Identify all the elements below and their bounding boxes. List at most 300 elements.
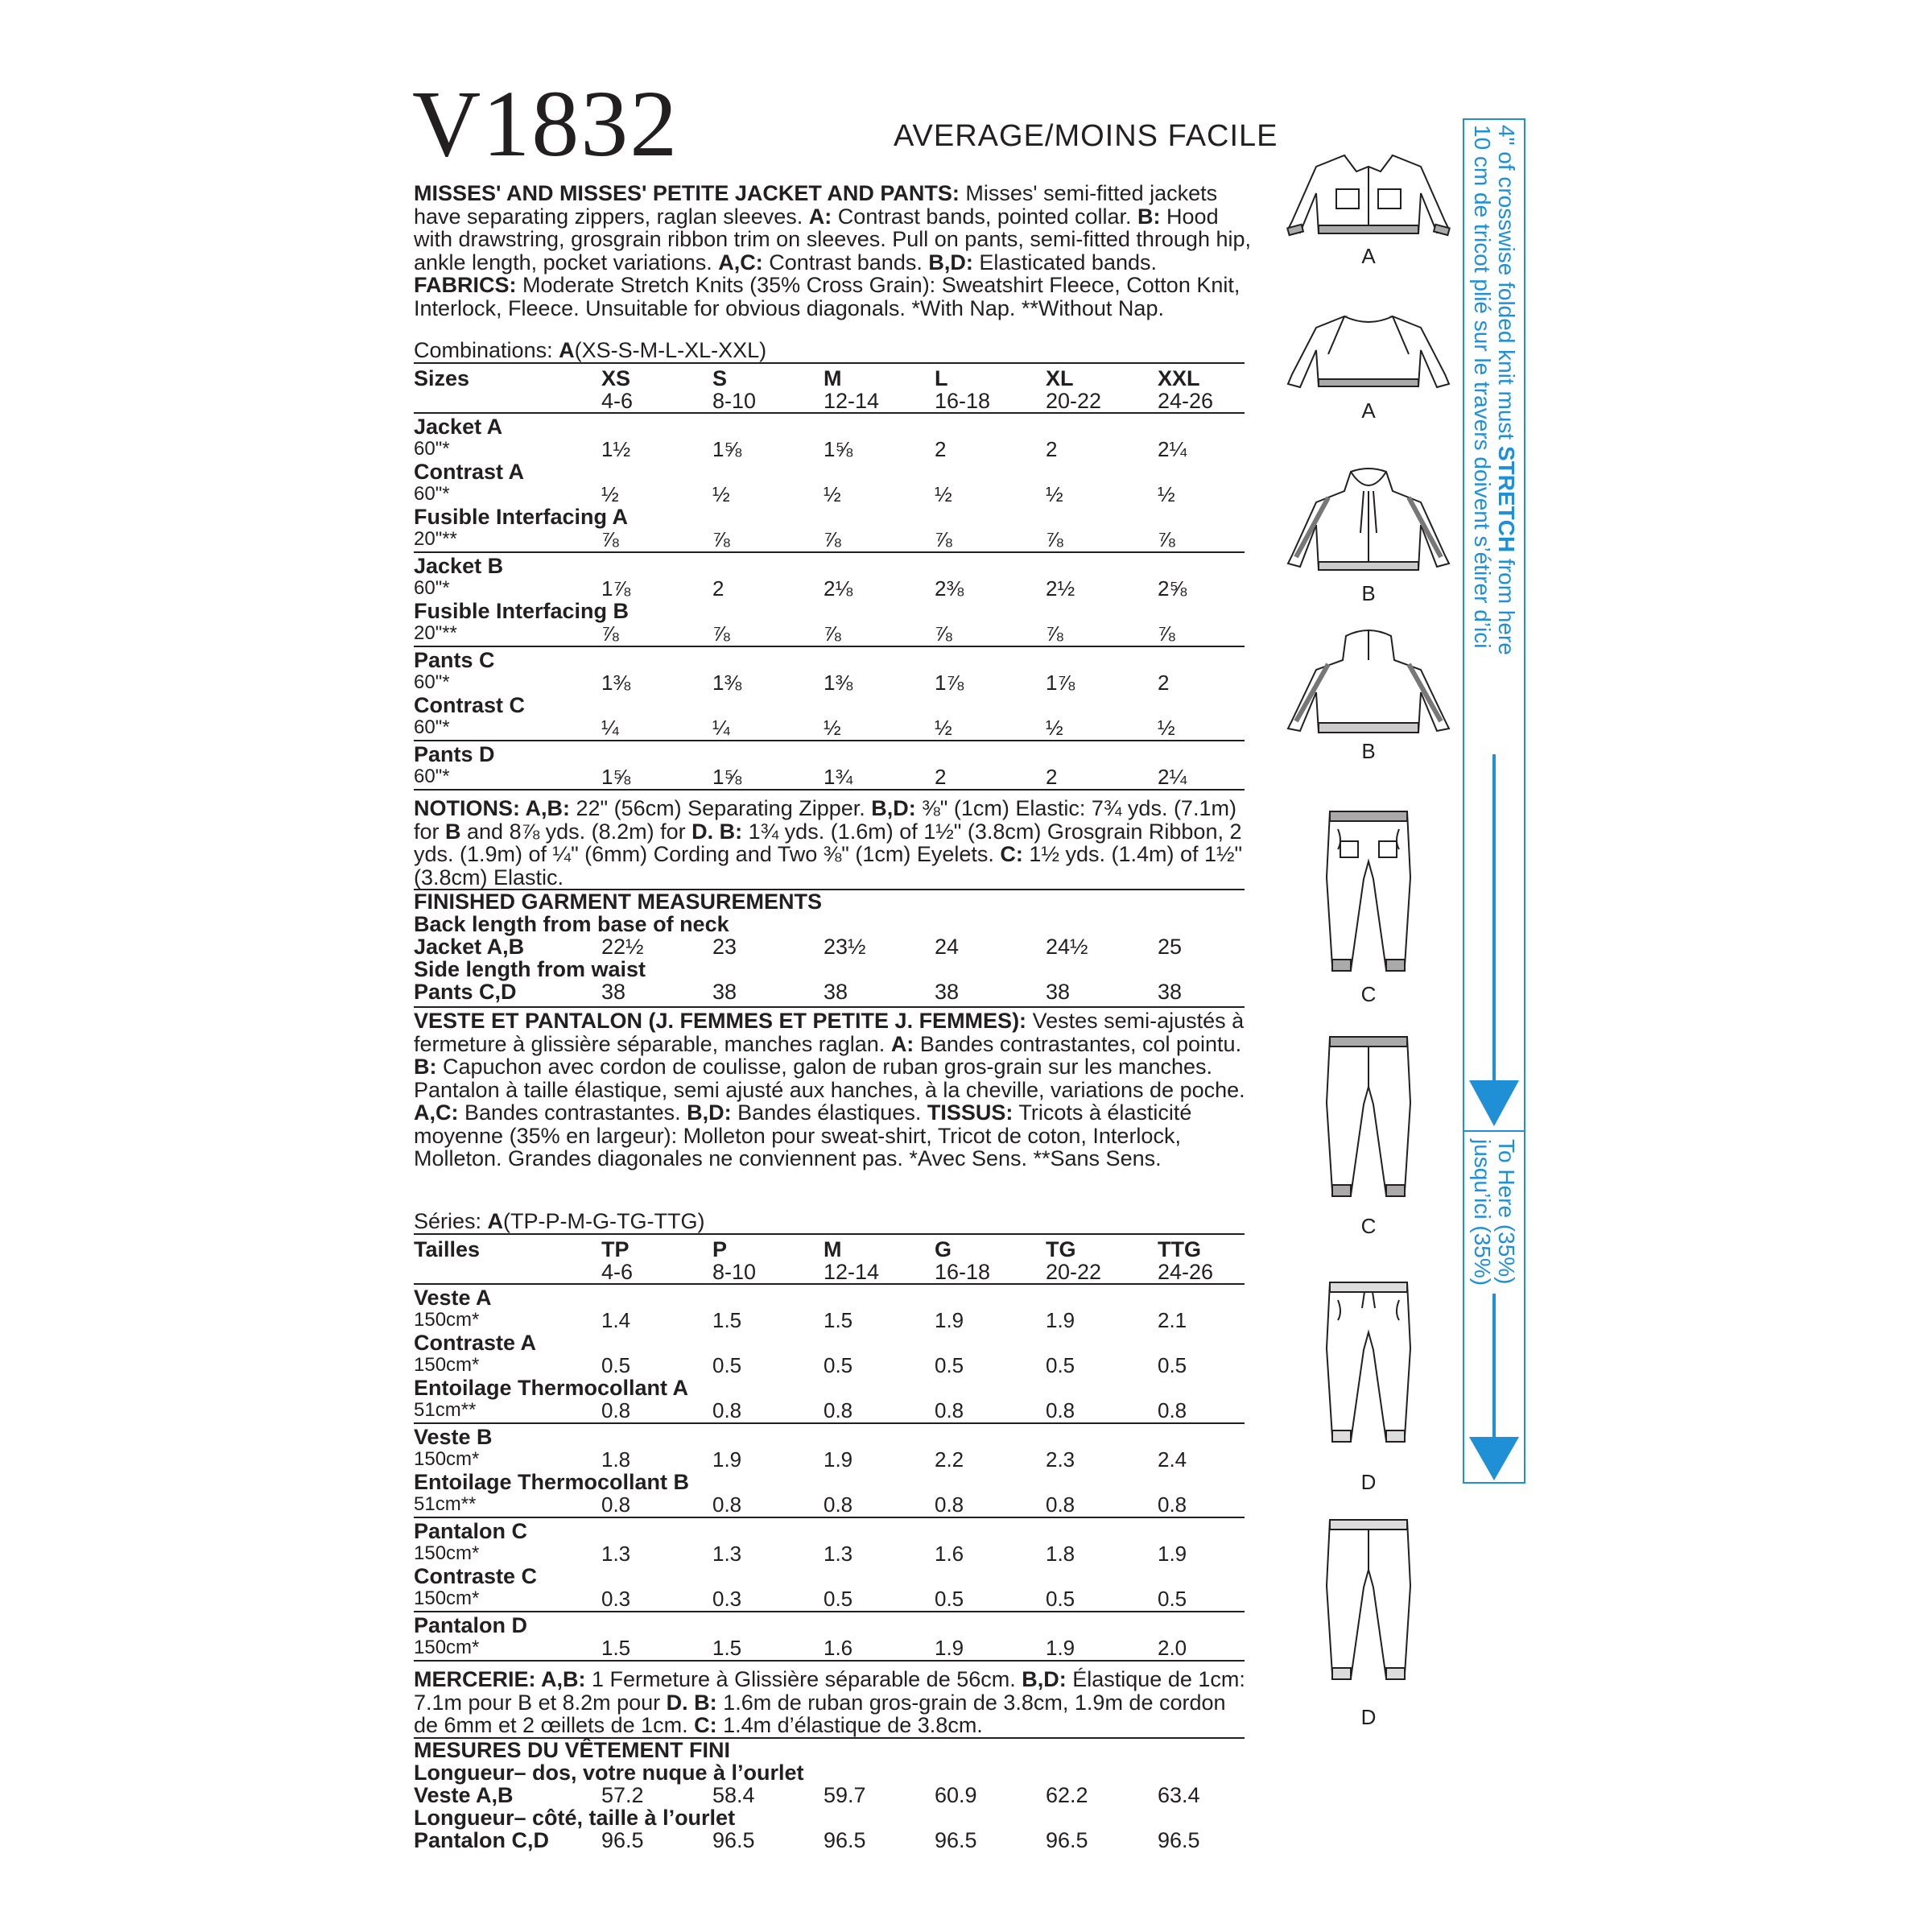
size-code: S (712, 366, 728, 390)
yardage-value: ½ (712, 482, 730, 506)
jacket-length-label: Veste A,B (414, 1783, 514, 1807)
measure-value: 60.9 (935, 1783, 977, 1807)
text-run: Contrast bands. (762, 250, 929, 275)
yardage-value: ½ (824, 716, 841, 740)
yardage-value: 2 (1046, 437, 1058, 461)
yardage-value: 1.9 (1046, 1636, 1075, 1660)
yardage-value: 1⅜ (601, 671, 631, 695)
fabric-width: 20"** (414, 528, 457, 550)
yardage-value: 1.3 (824, 1542, 853, 1566)
pants-front-icon (1320, 805, 1417, 986)
yardage-value: ½ (1158, 482, 1175, 506)
material-name: Fusible Interfacing A (414, 505, 629, 529)
yardage-value: ½ (935, 482, 952, 506)
fabric-width: 51cm** (414, 1399, 477, 1421)
bold-run: A,C: (414, 1100, 459, 1125)
material-name: Entoilage Thermocollant A (414, 1376, 689, 1400)
yardage-value: ⅞ (824, 621, 841, 646)
size-code: XXL (1158, 366, 1200, 390)
jacket-collar-front-icon (1280, 149, 1457, 246)
yardage-value: ⅞ (601, 621, 619, 646)
yardage-row (414, 743, 1245, 788)
yardage-value: 0.5 (1046, 1587, 1075, 1611)
view-group (414, 741, 1245, 791)
yardage-value: ⅞ (1046, 621, 1063, 646)
pants-length-label: Pantalon C,D (414, 1828, 550, 1852)
french-description (414, 1009, 1253, 1170)
yardage-value: 2⅛ (824, 576, 853, 601)
yardage-row (414, 1426, 1245, 1471)
yardage-value: 0.5 (601, 1353, 631, 1377)
yardage-value: 2 (935, 437, 947, 461)
yardage-value: 2 (1046, 765, 1058, 789)
jacket-length-row (414, 1784, 1245, 1806)
french-finished-measurements (414, 1739, 1245, 1852)
english-description (414, 182, 1253, 320)
view-label: C (1360, 1214, 1377, 1238)
fabric-width: 20"** (414, 622, 457, 644)
yardage-row (414, 1471, 1245, 1516)
measure-value: 38 (601, 980, 626, 1004)
jacket-collar-back-icon (1280, 310, 1457, 398)
bold-run: NOTIONS: A,B: (414, 796, 570, 820)
yardage-value: 2¼ (1158, 765, 1187, 789)
measure-value: 58.4 (712, 1783, 755, 1807)
text-run: 1¾ yds. (1.6m) of 1½" (3.8cm) Grosgrain Ribbon, 2 yds. (1.9m) of ¼" (6mm) Cording and Two ⅜" (1cm) Eyelets. (414, 819, 1242, 866)
measure-value: 96.5 (601, 1828, 644, 1852)
measure-value: 25 (1158, 935, 1183, 959)
combinations-label: Séries: (414, 1209, 488, 1233)
text-run: 1.4m d’élastique de 3.8cm. (716, 1713, 983, 1737)
size-number: 24-26 (1158, 1260, 1214, 1284)
yardage-value: 2 (712, 576, 724, 601)
fabric-width: 60"* (414, 577, 450, 599)
measure-value: 38 (935, 980, 960, 1004)
yardage-value: 2⅜ (935, 576, 964, 601)
yardage-row (414, 1614, 1245, 1659)
measure-value: 59.7 (824, 1783, 866, 1807)
english-yardage-table (414, 362, 1245, 791)
bold-run: FABRICS: (414, 273, 517, 297)
yardage-row (414, 1377, 1245, 1422)
bold-run: A: (808, 204, 832, 229)
yardage-value: 0.8 (601, 1398, 631, 1422)
yardage-value: 1⅜ (824, 671, 853, 695)
pants-length-row (414, 980, 1245, 1003)
view-group (414, 414, 1245, 553)
view-label: C (1360, 982, 1377, 1006)
yardage-value: 1.9 (824, 1447, 853, 1472)
material-name: Contraste C (414, 1564, 538, 1588)
material-name: Pants C (414, 648, 495, 672)
measure-value: 24½ (1046, 935, 1088, 959)
french-yardage-table (414, 1233, 1245, 1662)
fabric-width: 60"* (414, 483, 450, 505)
pants-elastic-front-icon (1320, 1276, 1417, 1457)
pattern-number: V1832 (412, 71, 679, 176)
bold-run: C: (694, 1713, 717, 1737)
yardage-value: 2⅝ (1158, 576, 1187, 601)
view-label: A (1361, 244, 1376, 268)
yardage-value: 1.5 (601, 1636, 631, 1660)
yardage-value: 2.0 (1158, 1636, 1187, 1660)
yardage-row (414, 460, 1245, 506)
view-label: D (1360, 1705, 1377, 1729)
yardage-value: 2¼ (1158, 437, 1187, 461)
view-label: D (1360, 1470, 1377, 1494)
yardage-value: 1.8 (1046, 1542, 1075, 1566)
yardage-value: 1⅜ (712, 671, 742, 695)
yardage-value: ½ (1158, 716, 1175, 740)
measure-value: 38 (1046, 980, 1071, 1004)
bold-run: B,D: (687, 1100, 732, 1125)
yardage-value: 1⅝ (712, 765, 742, 789)
size-code: M (824, 1237, 842, 1261)
combinations-label: Combinations: (414, 338, 559, 362)
stretch-keyword: STRETCH (1494, 446, 1519, 553)
pants-length-row (414, 1829, 1245, 1852)
yardage-value: 0.3 (601, 1587, 631, 1611)
yardage-value: 0.8 (824, 1398, 853, 1422)
combinations-sizes: (XS-S-M-L-XL-XXL) (574, 338, 767, 362)
text-run: ⅜" (1cm) Elastic: 7¾ yds. (7.1m) for (414, 796, 1236, 844)
yardage-value: 0.5 (935, 1587, 964, 1611)
stretch-instruction-en (1493, 125, 1519, 655)
hooded-jacket-front-icon (1280, 467, 1457, 580)
size-code: M (824, 366, 842, 390)
size-code: XS (601, 366, 631, 390)
divider (414, 1006, 1245, 1008)
measure-value: 63.4 (1158, 1783, 1200, 1807)
yardage-value: 0.5 (824, 1353, 853, 1377)
bold-run: D. B: (691, 819, 743, 844)
yardage-value: 0.8 (712, 1492, 742, 1517)
yardage-value: 0.8 (824, 1492, 853, 1517)
measure-value: 22½ (601, 935, 644, 959)
material-name: Jacket A (414, 415, 503, 439)
pants-back-icon (1320, 1030, 1417, 1212)
measurements-title: FINISHED GARMENT MEASUREMENTS (414, 890, 823, 914)
yardage-row (414, 1331, 1245, 1377)
size-code: TP (601, 1237, 630, 1261)
size-number: 24-26 (1158, 389, 1214, 413)
measure-value: 24 (935, 935, 960, 959)
material-name: Contrast A (414, 460, 525, 484)
bold-run: B (445, 819, 461, 844)
material-name: Veste B (414, 1425, 493, 1449)
yardage-value: ½ (1046, 716, 1063, 740)
yardage-value: ⅞ (824, 527, 841, 551)
jacket-measure-caption: Back length from base of neck (414, 912, 729, 936)
view-label: B (1361, 581, 1376, 605)
view-label: B (1361, 739, 1376, 763)
yardage-value: ¼ (601, 716, 619, 740)
yardage-value: ⅞ (601, 527, 619, 551)
yardage-value: ½ (824, 482, 841, 506)
yardage-value: ¼ (712, 716, 730, 740)
size-code: TTG (1158, 1237, 1201, 1261)
yardage-value: 1⅞ (1046, 671, 1075, 695)
material-name: Fusible Interfacing B (414, 599, 630, 623)
text-run: Moderate Stretch Knits (35% Cross Grain): Sweatshirt Fleece, Cotton Knit, Interlock, Fleece. Unsuitable for obvious diagonals. *With Nap. **Without Nap. (414, 273, 1241, 320)
fabric-width: 60"* (414, 671, 450, 693)
yardage-value: 1.5 (712, 1636, 742, 1660)
measure-value: 23 (712, 935, 737, 959)
yardage-value: ⅞ (1158, 621, 1175, 646)
text-run: Contrast bands, pointed collar. (832, 204, 1138, 229)
yardage-value: 1.5 (824, 1308, 853, 1332)
yardage-value: ⅞ (1046, 527, 1063, 551)
text-run: 1 Fermeture à Glissière séparable de 56cm. (585, 1667, 1022, 1691)
fabric-width: 150cm* (414, 1448, 480, 1470)
yardage-value: 2.3 (1046, 1447, 1075, 1472)
yardage-value: ⅞ (712, 527, 730, 551)
bold-run: B,D: (1022, 1667, 1067, 1691)
yardage-row (414, 555, 1245, 600)
yardage-value: 0.5 (1046, 1353, 1075, 1377)
hooded-jacket-back-icon (1280, 628, 1457, 741)
english-finished-measurements (414, 890, 1245, 1003)
material-name: Contrast C (414, 693, 526, 717)
view-group (414, 1424, 1245, 1518)
yardage-value: 0.8 (935, 1492, 964, 1517)
text-run: Hood with drawstring, grosgrain ribbon trim on sleeves. Pull on pants, semi-fitted through hip, ankle length, pocket variations. (414, 204, 1252, 275)
yardage-row (414, 649, 1245, 694)
bold-run: B: (1137, 204, 1161, 229)
yardage-value: ⅞ (712, 621, 730, 646)
to-here-en: To Here (35%) (1494, 1139, 1519, 1285)
yardage-value: 0.3 (712, 1587, 742, 1611)
fabric-width: 150cm* (414, 1637, 480, 1658)
material-name: Entoilage Thermocollant B (414, 1470, 690, 1494)
size-number: 12-14 (824, 389, 880, 413)
yardage-value: 0.5 (1158, 1587, 1187, 1611)
combinations-letter: A (487, 1209, 504, 1233)
yardage-value: 1.9 (712, 1447, 742, 1472)
yardage-value: ½ (935, 716, 952, 740)
material-name: Pantalon D (414, 1613, 528, 1637)
english-combinations (414, 338, 766, 363)
text-run: and 8⅞ yds. (8.2m) for (460, 819, 692, 844)
sizes-label: Sizes (414, 366, 470, 390)
yardage-value: 1.4 (601, 1308, 631, 1332)
text-run: Vestes semi-ajustés à fermeture à glissière séparable, manches raglan. (414, 1009, 1245, 1056)
size-code: G (935, 1237, 952, 1261)
view-group (414, 553, 1245, 647)
french-combinations (414, 1209, 704, 1234)
yardage-row (414, 1565, 1245, 1610)
jacket-length-label: Jacket A,B (414, 935, 525, 959)
view-group (414, 1518, 1245, 1612)
bold-run: D. B: (666, 1690, 717, 1715)
yardage-value: ⅞ (935, 527, 952, 551)
yardage-value: 2.4 (1158, 1447, 1187, 1472)
bold-run: TISSUS: (927, 1100, 1013, 1125)
size-number: 4-6 (601, 1260, 634, 1284)
stretch-text: from here (1494, 552, 1519, 655)
size-number: 16-18 (935, 1260, 991, 1284)
bold-run: B: (414, 1055, 437, 1079)
jacket-measure-caption: Longueur– dos, votre nuque à l’ourlet (414, 1761, 804, 1785)
material-name: Jacket B (414, 554, 504, 578)
text-run: Elasticated bands. (972, 250, 1158, 275)
yardage-value: ½ (601, 482, 619, 506)
yardage-value: ½ (1046, 482, 1063, 506)
size-number: 20-22 (1046, 389, 1102, 413)
bold-run: MISSES' AND MISSES' PETITE JACKET AND PANTS: (414, 181, 960, 205)
pants-elastic-back-icon (1320, 1513, 1417, 1695)
fabric-width: 60"* (414, 716, 450, 738)
bold-run: B,D: (871, 796, 916, 820)
yardage-value: 0.8 (935, 1398, 964, 1422)
pants-measure-caption: Side length from waist (414, 957, 646, 981)
sizes-header (414, 1233, 1245, 1285)
measure-value: 96.5 (824, 1828, 866, 1852)
measure-value: 96.5 (712, 1828, 755, 1852)
yardage-value: 1½ (601, 437, 631, 461)
yardage-value: 1⅝ (712, 437, 742, 461)
yardage-row (414, 600, 1245, 645)
fabric-width: 51cm** (414, 1493, 477, 1515)
yardage-row (414, 1520, 1245, 1565)
size-number: 8-10 (712, 389, 757, 413)
measure-value: 38 (824, 980, 848, 1004)
measure-value: 23½ (824, 935, 866, 959)
english-notions (414, 797, 1253, 889)
view-group (414, 647, 1245, 741)
material-name: Pantalon C (414, 1519, 528, 1543)
material-name: Pants D (414, 742, 495, 766)
material-name: Veste A (414, 1286, 492, 1310)
yardage-value: 1⅝ (824, 437, 853, 461)
fabric-width: 60"* (414, 438, 450, 460)
yardage-value: 0.8 (712, 1398, 742, 1422)
yardage-value: 1.3 (601, 1542, 631, 1566)
bold-run: A: (890, 1031, 914, 1056)
measure-value: 96.5 (935, 1828, 977, 1852)
text-run: Capuchon avec cordon de coulisse, galon de ruban gros-grain sur les manches. Pantalon à taille élastique, semi ajusté aux hanches, à la cheville, variations de poche. (414, 1055, 1245, 1102)
view-label: A (1361, 398, 1376, 423)
yardage-value: 1.5 (712, 1308, 742, 1332)
yardage-value: 1.9 (1158, 1542, 1187, 1566)
measure-value: 96.5 (1046, 1828, 1088, 1852)
view-group (414, 1285, 1245, 1424)
yardage-value: 0.5 (935, 1353, 964, 1377)
yardage-value: 1.9 (935, 1636, 964, 1660)
fabric-width: 150cm* (414, 1309, 480, 1331)
bold-run: A,C: (718, 250, 763, 275)
text-run: Bandes contrastantes. (458, 1100, 687, 1125)
size-code: TG (1046, 1237, 1076, 1261)
yardage-value: 1¾ (824, 765, 853, 789)
text-run: Tricots à élasticité moyenne (35% en largeur): Molleton pour sweat-shirt, Tricot de coton, Interlock, Molleton. Grandes diagonales ne conviennent pas. *Avec Sens. **Sans Sens. (414, 1100, 1192, 1170)
yardage-value: 0.5 (1158, 1353, 1187, 1377)
text-run: 1.6m de ruban gros-grain de 3.8cm, 1.9m de cordon de 6mm et 2 œillets de 1cm. (414, 1690, 1226, 1737)
yardage-value: ⅞ (935, 621, 952, 646)
to-here-fr: jusqu’ici (35%) (1470, 1139, 1495, 1286)
view-group (414, 1612, 1245, 1662)
yardage-value: 1⅝ (601, 765, 631, 789)
yardage-value: 1.3 (712, 1542, 742, 1566)
size-code: XL (1046, 366, 1074, 390)
yardage-value: 2 (1158, 671, 1170, 695)
yardage-row (414, 506, 1245, 551)
material-name: Contraste A (414, 1331, 537, 1355)
stretch-guide (1463, 118, 1525, 1484)
yardage-value: 2.2 (935, 1447, 964, 1472)
yardage-value: ⅞ (1158, 527, 1175, 551)
combinations-letter: A (559, 338, 575, 362)
french-notions (414, 1668, 1253, 1737)
yardage-value: 0.8 (601, 1492, 631, 1517)
yardage-value: 0.5 (824, 1587, 853, 1611)
measure-value: 38 (1158, 980, 1183, 1004)
yardage-row (414, 694, 1245, 739)
yardage-value: 0.8 (1046, 1398, 1075, 1422)
stretch-text: 4" of crosswise folded knit must (1494, 125, 1519, 446)
measure-value: 38 (712, 980, 737, 1004)
text-run: Misses' semi-fitted jackets have separating zippers, raglan sleeves. (414, 181, 1218, 229)
yardage-value: 1.6 (935, 1542, 964, 1566)
size-number: 4-6 (601, 389, 634, 413)
sizes-header (414, 362, 1245, 414)
size-number: 16-18 (935, 389, 991, 413)
stretch-instruction-fr: 10 cm de tricot plié sur le travers doivent s’étirer d’ici (1470, 125, 1495, 649)
yardage-value: 1⅞ (601, 576, 631, 601)
fabric-width: 60"* (414, 766, 450, 787)
sizes-label: Tailles (414, 1237, 481, 1261)
measurements-title: MESURES DU VÊTEMENT FINI (414, 1738, 731, 1762)
fabric-width: 150cm* (414, 1587, 480, 1609)
size-number: 20-22 (1046, 1260, 1102, 1284)
pants-measure-caption: Longueur– côté, taille à l’ourlet (414, 1806, 736, 1830)
bold-run: VESTE ET PANTALON (J. FEMMES ET PETITE J. FEMMES): (414, 1009, 1027, 1033)
pants-length-label: Pants C,D (414, 980, 517, 1004)
jacket-length-row (414, 935, 1245, 958)
yardage-row (414, 1286, 1245, 1331)
text-run: Bandes contrastantes, col pointu. (914, 1031, 1242, 1056)
fabric-width: 150cm* (414, 1542, 480, 1564)
text-run: Élastique de 1cm: 7.1m pour B et 8.2m pour (414, 1667, 1245, 1715)
size-number: 8-10 (712, 1260, 757, 1284)
text-run: 22" (56cm) Separating Zipper. (569, 796, 872, 820)
measure-value: 57.2 (601, 1783, 644, 1807)
yardage-value: 0.8 (1046, 1492, 1075, 1517)
combinations-sizes: (TP-P-M-G-TG-TTG) (503, 1209, 705, 1233)
yardage-value: 1.8 (601, 1447, 631, 1472)
size-code: P (712, 1237, 728, 1261)
bold-run: MERCERIE: A,B: (414, 1667, 586, 1691)
fabric-width: 150cm* (414, 1354, 480, 1376)
yardage-value: 1.9 (1046, 1308, 1075, 1332)
yardage-value: 2½ (1046, 576, 1075, 601)
yardage-value: 1.6 (824, 1636, 853, 1660)
yardage-value: 2.1 (1158, 1308, 1187, 1332)
yardage-value: 0.5 (712, 1353, 742, 1377)
yardage-value: 1.9 (935, 1308, 964, 1332)
size-code: L (935, 366, 948, 390)
yardage-value: 2 (935, 765, 947, 789)
yardage-value: 0.8 (1158, 1398, 1187, 1422)
difficulty-rating: AVERAGE/MOINS FACILE (894, 119, 1278, 153)
yardage-value: 1⅞ (935, 671, 964, 695)
yardage-row (414, 415, 1245, 460)
bold-run: B,D: (928, 250, 973, 275)
bold-run: C: (1000, 842, 1023, 866)
text-run: Bandes élastiques. (731, 1100, 927, 1125)
measure-value: 62.2 (1046, 1783, 1088, 1807)
measure-value: 96.5 (1158, 1828, 1200, 1852)
